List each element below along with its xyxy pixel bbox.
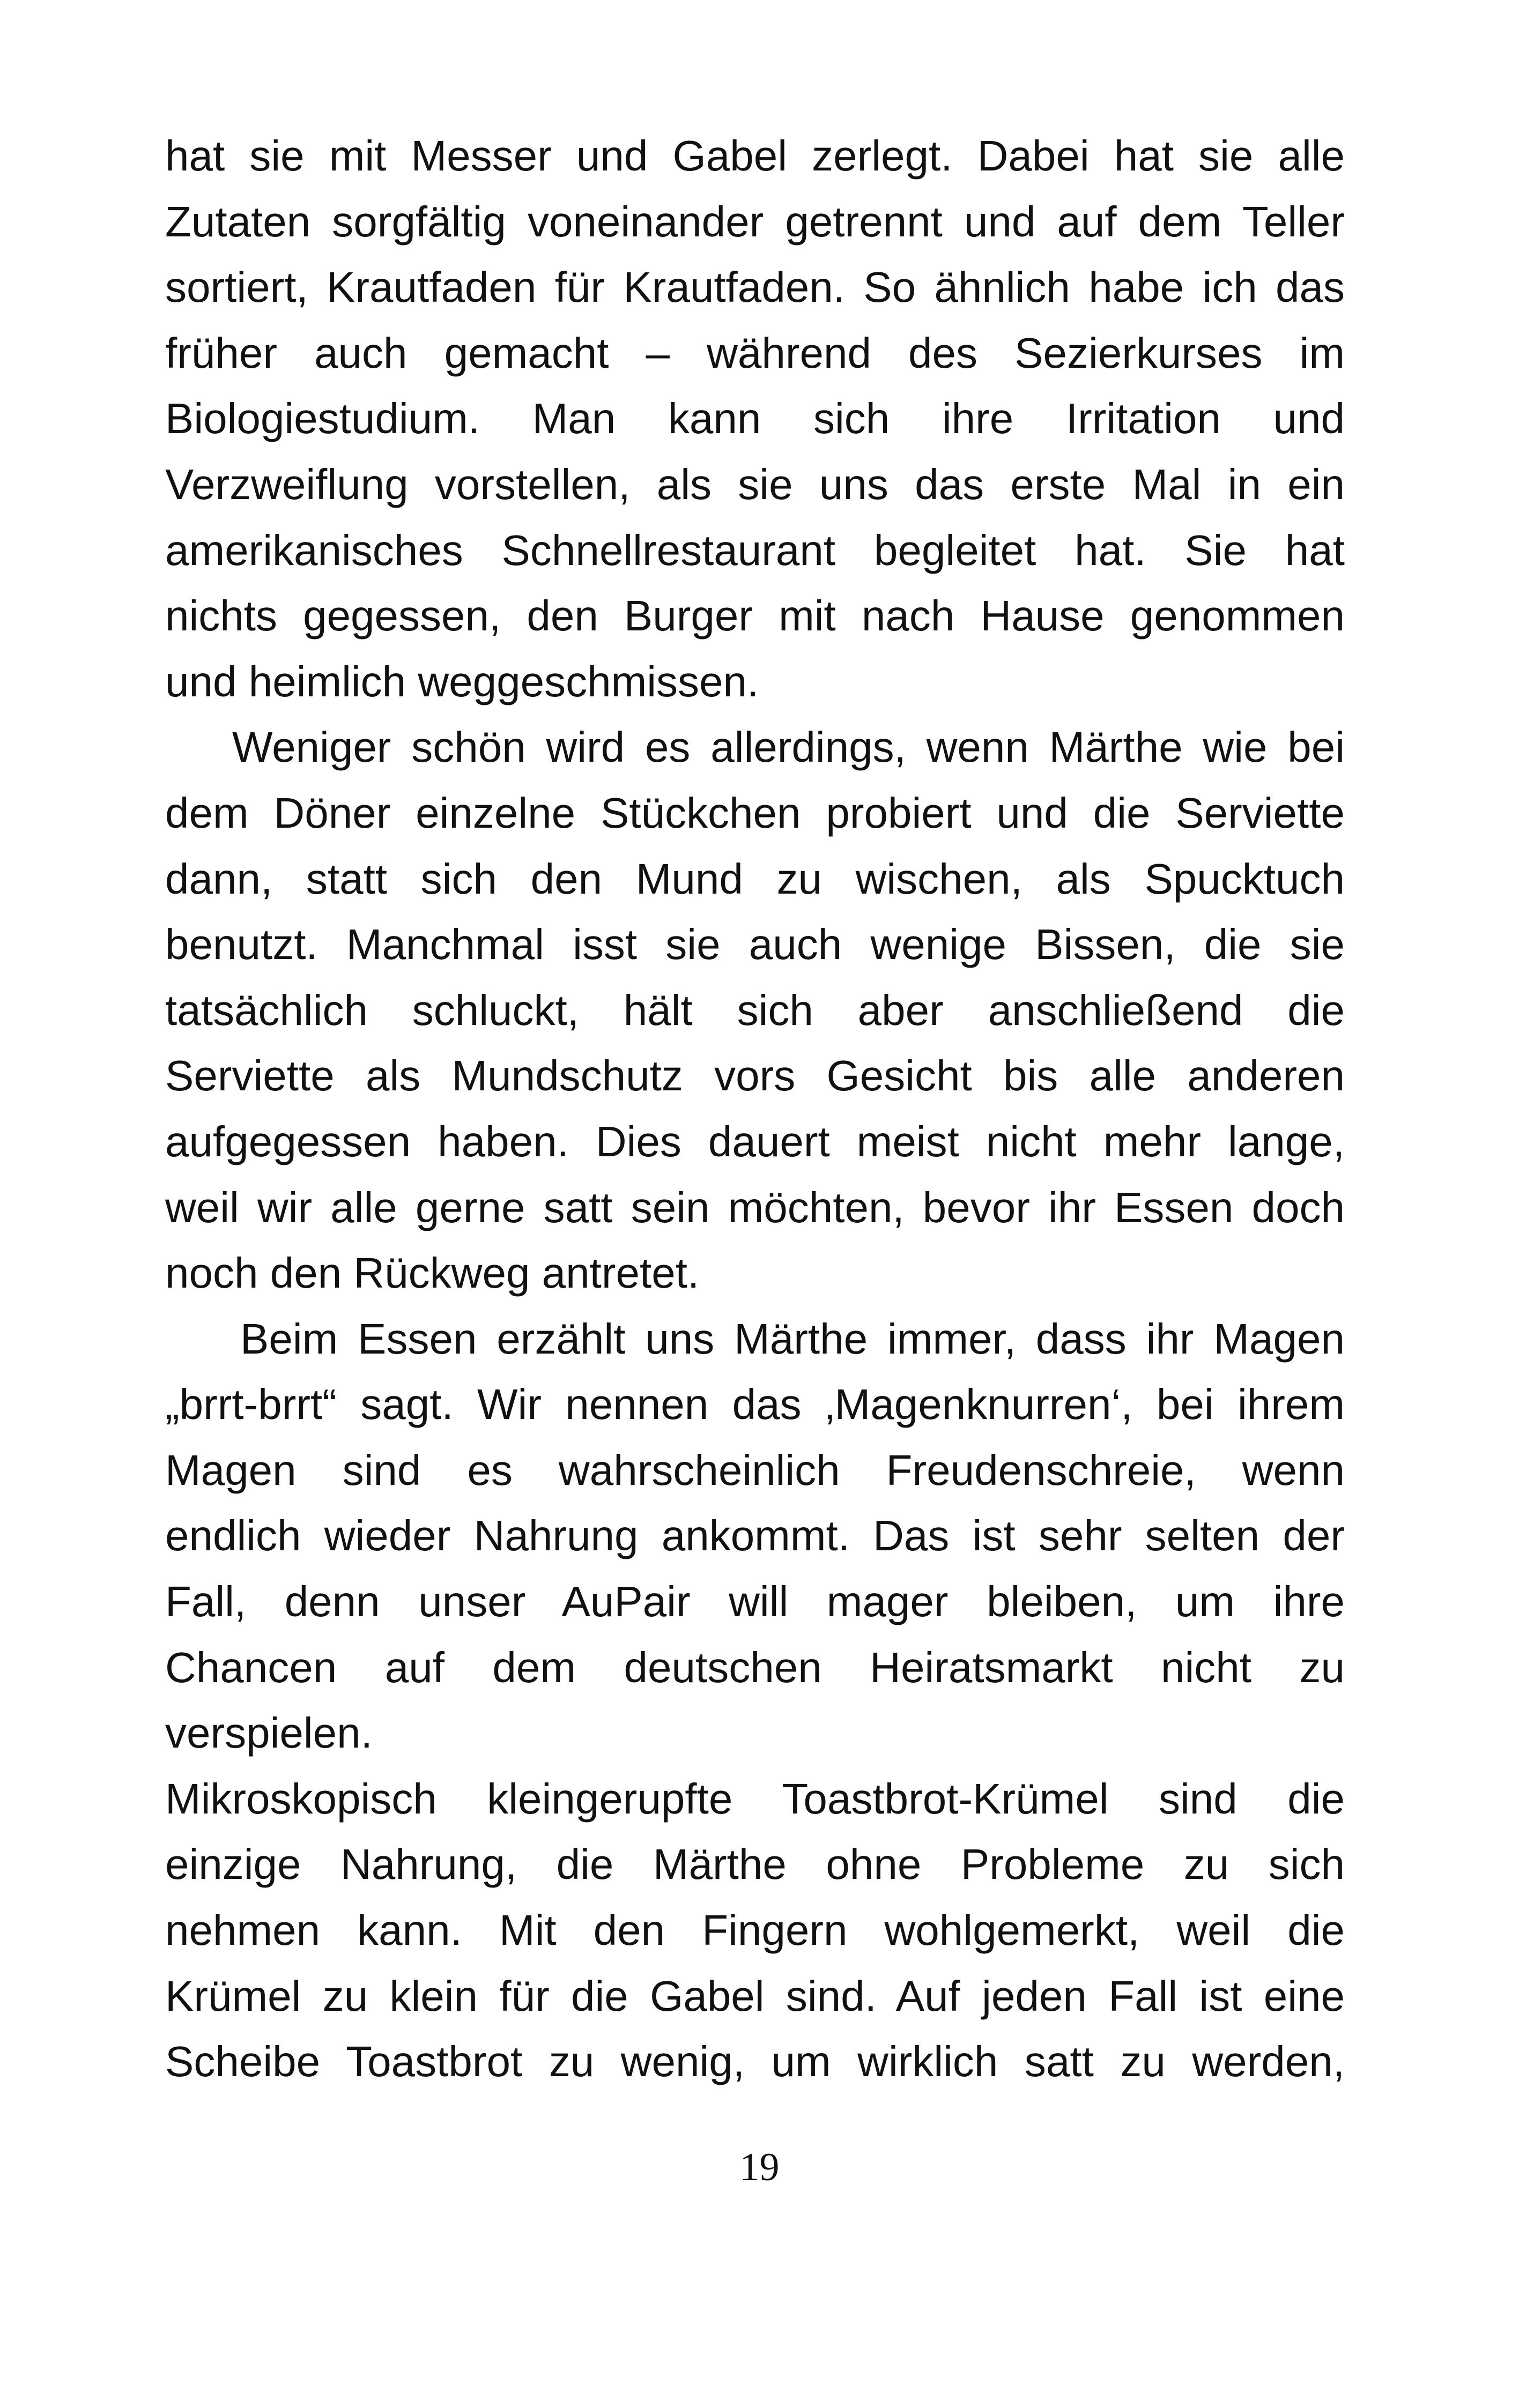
- text-line: dann, statt sich den Mund zu wischen, als Spucktuch: [165, 854, 1345, 903]
- text-line: und heimlich weggeschmissen.: [165, 657, 759, 705]
- text-line: Beim Essen erzählt uns Märthe immer, dass ihr Magen: [240, 1314, 1345, 1363]
- text-line: Chancen auf dem deutschen Heiratsmarkt nicht zu: [165, 1643, 1345, 1691]
- page-number: 19: [739, 2145, 780, 2189]
- text-line: nehmen kann. Mit den Fingern wohlgemerkt, weil die: [165, 1906, 1345, 1954]
- text-line: sortiert, Krautfaden für Krautfaden. So ähnlich habe ich das: [165, 263, 1345, 311]
- text-line: Fall, denn unser AuPair will mager bleiben, um ihre: [165, 1578, 1345, 1626]
- text-line: Scheibe Toastbrot zu wenig, um wirklich satt zu werden,: [165, 2038, 1345, 2086]
- body-text: [165, 123, 1345, 2095]
- text-line: Zutaten sorgfältig voneinander getrennt und auf dem Teller: [165, 197, 1345, 246]
- text-line: Krümel zu klein für die Gabel sind. Auf jeden Fall ist eine: [165, 1972, 1345, 2020]
- text-line: Mikroskopisch kleingerupfte Toastbrot-Krümel sind die: [165, 1774, 1345, 1823]
- text-line: nichts gegessen, den Burger mit nach Hause genommen: [165, 592, 1345, 640]
- text-line: noch den Rückweg antretet.: [165, 1249, 700, 1297]
- text-line: benutzt. Manchmal isst sie auch wenige Bissen, die sie: [165, 920, 1345, 969]
- text-line: Serviette als Mundschutz vors Gesicht bis alle anderen: [165, 1052, 1345, 1100]
- text-line: tatsächlich schluckt, hält sich aber anschließend die: [165, 986, 1345, 1034]
- text-line: Magen sind es wahrscheinlich Freudenschreie, wenn: [165, 1446, 1345, 1494]
- text-line: dem Döner einzelne Stückchen probiert und die Serviette: [165, 789, 1345, 837]
- text-line: amerikanisches Schnellrestaurant begleitet hat. Sie hat: [165, 526, 1345, 574]
- text-line: früher auch gemacht – während des Sezierkurses im: [165, 329, 1345, 377]
- text-line: weil wir alle gerne satt sein möchten, bevor ihr Essen doch: [165, 1183, 1345, 1231]
- text-line: aufgegessen haben. Dies dauert meist nicht mehr lange,: [165, 1117, 1345, 1165]
- text-line: endlich wieder Nahrung ankommt. Das ist sehr selten der: [165, 1512, 1345, 1560]
- text-line: Biologiestudium. Man kann sich ihre Irritation und: [165, 395, 1345, 443]
- text-line: hat sie mit Messer und Gabel zerlegt. Dabei hat sie alle: [165, 132, 1345, 180]
- text-line: Weniger schön wird es allerdings, wenn Märthe wie bei: [232, 723, 1345, 771]
- text-line: „brrt-brrt“ sagt. Wir nennen das ‚Magenknurren‘, bei ihrem: [165, 1380, 1345, 1429]
- text-line: verspielen.: [165, 1709, 373, 1757]
- text-line: Verzweiflung vorstellen, als sie uns das erste Mal in ein: [165, 460, 1345, 508]
- text-line: einzige Nahrung, die Märthe ohne Probleme zu sich: [165, 1840, 1345, 1889]
